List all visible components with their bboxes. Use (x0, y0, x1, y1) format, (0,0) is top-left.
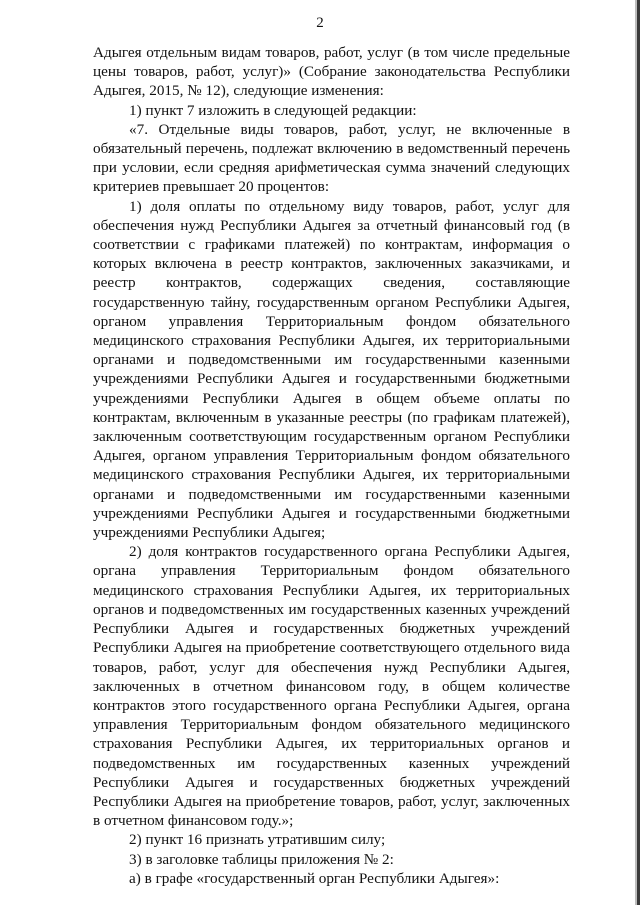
document-body (93, 43, 570, 888)
paragraph-criterion-1: 1) доля оплаты по отдельному виду товаров, работ, услуг для обеспечения нужд Республики Адыгея за отчетный финансовый год (в соответствии с графиками платежей) по контрактам, информация о которых включена в реестр контрактов, заключенных заказчиками, и реестр контрактов, содержащих сведения, составляющие государственную тайну, государственным органом Республики Адыгея, органом управления Территориальным фондом обязательного медицинского страхования Республики Адыгея, их территориальными органами и подведомственными им государственными казенными учреждениями Республики Адыгея и государственными бюджетными учреждениями Республики Адыгея в общем объеме оплаты по контрактам, включенным в указанные реестры (по графикам платежей), заключенным соответствующим государственным органом Республики Адыгея, органом управления Территориальным фондом обязательного медицинского страхования Республики Адыгея, их территориальными органами и подведомственными им государственными казенными учреждениями Республики Адыгея и государственными бюджетными учреждениями Республики Адыгея; (93, 197, 570, 542)
paragraph-item-3a: а) в графе «государственный орган Республики Адыгея»: (129, 869, 500, 887)
paragraph-clause-7: «7. Отдельные виды товаров, работ, услуг, не включенные в обязательный перечень, подлежат включению в ведомственный перечень при условии, если средняя арифметическая сумма значений следующих критериев превышает 20 процентов: (93, 120, 570, 196)
paragraph-item-1-heading: 1) пункт 7 изложить в следующей редакции: (129, 101, 417, 119)
paragraph-item-2: 2) пункт 16 признать утратившим силу; (129, 831, 386, 849)
paragraph-item-3: 3) в заголовке таблицы приложения № 2: (129, 850, 394, 868)
paragraph-criterion-2: 2) доля контрактов государственного органа Республики Адыгея, органа управления Территориальным фондом обязательного медицинского страхования Республики Адыгея, их территориальных органов и подведомственных им государственных казенных учреждений Республики Адыгея и государственных бюджетных учреждений Республики Адыгея на приобретение соответствующего отдельного вида товаров, работ, услуг для обеспечения нужд Республики Адыгея, заключенных в отчетном финансовом году, в общем количестве контрактов этого государственного органа Республики Адыгея, органа управления Территориальным фондом обязательного медицинского страхования Республики Адыгея, их территориальных органов и подведомственных им государственных казенных учреждений Республики Адыгея и государственных бюджетных учреждений Республики Адыгея на приобретение товаров, работ, услуг, заключенных в отчетном финансовом году.»; (93, 543, 570, 830)
paragraph-intro-continuation: Адыгея отдельным видам товаров, работ, услуг (в том числе предельные цены товаров, работ, услуг)» (Собрание законодательства Республики Адыгея, 2015, № 12), следующие изменения: (93, 44, 570, 100)
page-number: 2 (316, 15, 324, 31)
